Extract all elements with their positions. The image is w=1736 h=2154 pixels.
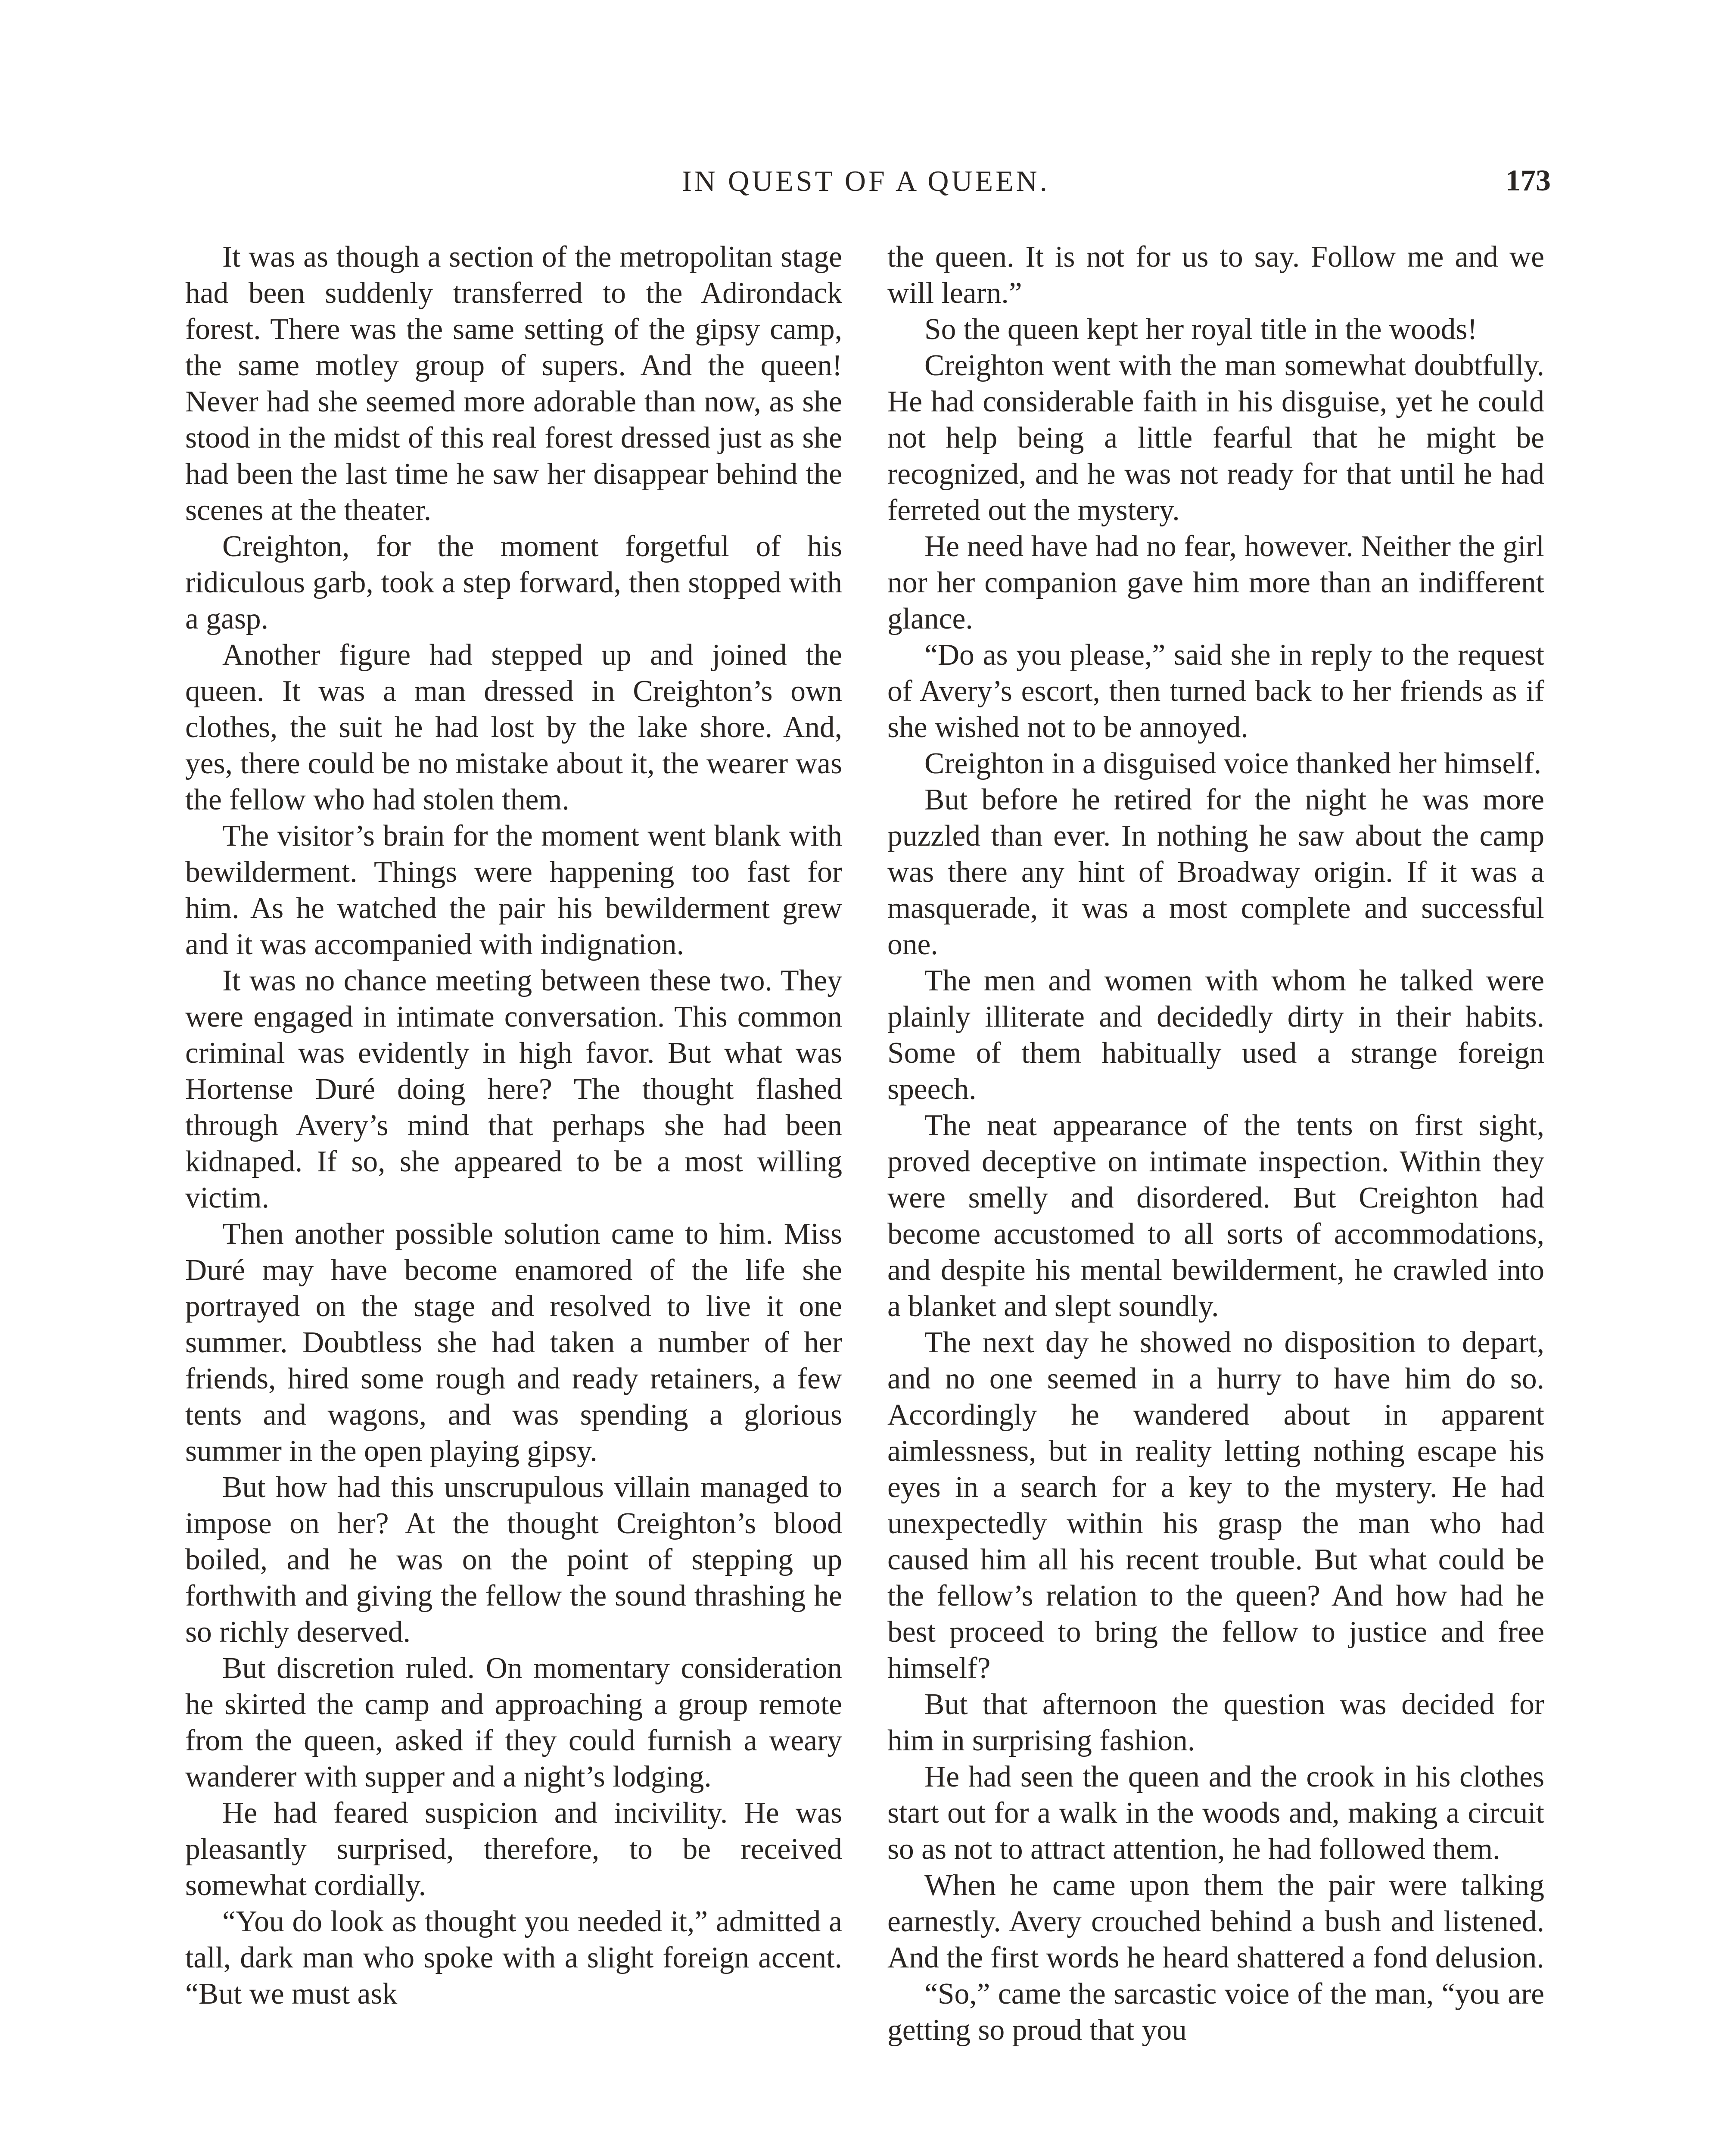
- paragraph: But how had this unscrupulous villain managed to impose on her? At the thought Creighton’s blood boiled, and he was on the point of stepping up forthwith and giving the fellow the sound thrashing he so richly deserved.: [185, 1471, 842, 1649]
- page-header: [181, 159, 1551, 202]
- paragraph: He need have had no fear, however. Neither the girl nor her companion gave him more than an indifferent glance.: [887, 530, 1544, 635]
- left-column: [185, 239, 842, 2012]
- paragraph: But discretion ruled. On momentary consideration he skirted the camp and approaching a group remote from the queen, asked if they could furnish a weary wanderer with supper and a night’s lodging.: [185, 1652, 842, 1793]
- paragraph: Another figure had stepped up and joined the queen. It was a man dressed in Creighton’s own clothes, the suit he had lost by the lake shore. And, yes, there could be no mistake about it, the wearer was the fellow who had stolen them.: [185, 638, 842, 816]
- paragraph: He had seen the queen and the crook in his clothes start out for a walk in the woods and, making a circuit so as not to attract attention, he had followed them.: [887, 1760, 1544, 1866]
- paragraph: “So,” came the sarcastic voice of the man, “you are getting so proud that you: [887, 1977, 1544, 2047]
- paragraph: The visitor’s brain for the moment went blank with bewilderment. Things were happening too fast for him. As he watched the pair his bewilderment grew and it was accompanied with indignation.: [185, 819, 842, 961]
- paragraph: He had feared suspicion and incivility. He was pleasantly surprised, therefore, to be received somewhat cordially.: [185, 1796, 842, 1902]
- running-title: IN QUEST OF A QUEEN.: [682, 165, 1050, 197]
- page-number: 173: [1506, 164, 1551, 197]
- paragraph: Creighton in a disguised voice thanked her himself.: [924, 747, 1542, 780]
- paragraph: Creighton, for the moment forgetful of his ridiculous garb, took a step forward, then stopped with a gasp.: [185, 530, 842, 635]
- paragraph: It was no chance meeting between these two. They were engaged in intimate conversation. This common criminal was evidently in high favor. But what was Hortense Duré doing here? The thought flashed through Avery’s mind that perhaps she had been kidnaped. If so, she appeared to be a most willing victim.: [185, 964, 842, 1214]
- right-column: [887, 239, 1544, 2048]
- paragraph: Then another possible solution came to him. Miss Duré may have become enamored of the life she portrayed on the stage and resolved to live it one summer. Doubtless she had taken a number of her friends, hired some rough and ready retainers, a few tents and wagons, and was spending a glorious summer in the open playing gipsy.: [185, 1217, 842, 1468]
- paragraph: The neat appearance of the tents on first sight, proved deceptive on intimate inspection. Within they were smelly and disordered. But Creighton had become accustomed to all sorts of accommodations, and despite his mental bewilderment, he crawled into a blanket and slept soundly.: [887, 1109, 1544, 1323]
- paragraph: The next day he showed no disposition to depart, and no one seemed in a hurry to have him do so. Accordingly he wandered about in apparent aimlessness, but in reality letting nothing escape his eyes in a search for a key to the mystery. He had unexpectedly within his grasp the man who had caused him all his recent trouble. But what could be the fellow’s relation to the queen? And how had he best proceed to bring the fellow to justice and free himself?: [887, 1326, 1544, 1685]
- paragraph: But before he retired for the night he was more puzzled than ever. In nothing he saw about the camp was there any hint of Broadway origin. If it was a masquerade, it was a most complete and successful one.: [887, 783, 1544, 961]
- paragraph: When he came upon them the pair were talking earnestly. Avery crouched behind a bush and listened. And the first words he heard shattered a fond delusion.: [887, 1869, 1544, 1974]
- continued-paragraph: the queen. It is not for us to say. Follow me and we will learn.”: [887, 240, 1544, 310]
- paragraph: The men and women with whom he talked were plainly illiterate and decidedly dirty in their habits. Some of them habitually used a strange foreign speech.: [887, 964, 1544, 1106]
- paragraph: So the queen kept her royal title in the woods!: [924, 313, 1478, 346]
- paragraph: But that afternoon the question was decided for him in surprising fashion.: [887, 1688, 1544, 1757]
- paragraph: “Do as you please,” said she in reply to the request of Avery’s escort, then turned back to her friends as if she wished not to be annoyed.: [887, 638, 1544, 744]
- paragraph: “You do look as thought you needed it,” admitted a tall, dark man who spoke with a slight foreign accent. “But we must ask: [185, 1905, 842, 2011]
- paragraph: It was as though a section of the metropolitan stage had been suddenly transferred to the Adirondack forest. There was the same setting of the gipsy camp, the same motley group of supers. And the queen! Never had she seemed more adorable than now, as she stood in the midst of this real forest dressed just as she had been the last time he saw her disappear behind the scenes at the theater.: [185, 240, 842, 527]
- paragraph: Creighton went with the man somewhat doubtfully. He had considerable faith in his disguise, yet he could not help being a little fearful that he might be recognized, and he was not ready for that until he had ferreted out the mystery.: [887, 349, 1544, 527]
